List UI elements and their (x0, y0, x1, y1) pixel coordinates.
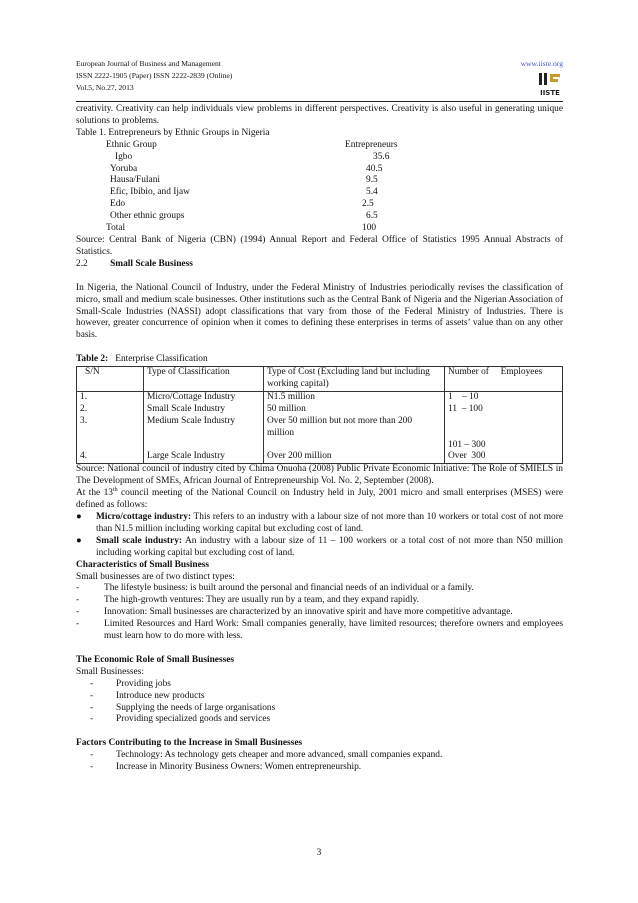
table2-type-cell (144, 391, 264, 463)
characteristics-heading: Characteristics of Small Business (76, 559, 210, 570)
factors-list (76, 750, 563, 774)
council-text-pre: At the 13 (76, 488, 113, 499)
economic-role-heading: The Economic Role of Small Businesses (76, 654, 235, 665)
table2-employees-cell (445, 391, 563, 463)
table2-employees: 11 – 100 (448, 403, 483, 414)
council-ordinal: th (112, 487, 118, 494)
table2-type: Large Scale Industry (147, 451, 225, 462)
table2-head-type: Type of Classification (144, 367, 264, 392)
list-item: - Providing specialized goods and services (90, 714, 271, 725)
list-item-text: Introduce new products (116, 690, 205, 701)
section-number: 2.2 (76, 258, 88, 269)
table1-row (76, 187, 406, 199)
table2-caption-label: Table 2: (76, 354, 109, 365)
table2-cost: Over 200 million (267, 451, 332, 462)
table1-row (76, 199, 406, 211)
table1-cell-group: Efic, Ibibio, and Ijaw (110, 187, 190, 198)
characteristics-intro: Small businesses are of two distinct types: (76, 571, 235, 582)
table2-employees: 1 – 10 (448, 391, 479, 402)
table2-body-row (77, 391, 563, 463)
table1-cell-value: 35.6 (373, 151, 390, 162)
list-item: - Providing jobs (90, 678, 171, 689)
journal-title: European Journal of Business and Management (76, 59, 221, 68)
table2-header-row (77, 367, 563, 392)
table1-caption: Table 1. Entrepreneurs by Ethnic Groups in Nigeria (76, 127, 270, 138)
list-item-text: Limited Resources and Hard Work: Small companies generally, have limited resources; therefore owners and employees must learn how to do more with less. (104, 619, 563, 642)
table1-row (76, 175, 406, 187)
list-item-text: Innovation: Small businesses are characterized by an innovative spirit and have more competitive advantage. (104, 607, 513, 618)
table1-source: Source: Central Bank of Nigeria (CBN) (1994) Annual Report and Federal Office of Statistics 1995 Annual Abstracts of Statistics. (76, 234, 563, 257)
table2-caption-text: Enterprise Classification (108, 354, 208, 365)
table2-cost-cell (264, 391, 445, 463)
list-item-text: Providing specialized goods and services (116, 714, 271, 725)
table2-sn: 3. (80, 415, 88, 426)
economic-role-intro: Small Businesses: (76, 666, 144, 677)
table2-head-cost: Type of Cost (Excluding land but including working capital) (264, 367, 445, 392)
list-item-text: Supplying the needs of large organisations (116, 702, 276, 713)
table1-cell-group: Yoruba (110, 163, 138, 174)
list-item: - Technology: As technology gets cheaper and more advanced, small companies expand. (90, 750, 443, 761)
factors-heading: Factors Contributing to the Increase in Small Businesses (76, 738, 303, 749)
table1-cell-value: 5.4 (366, 187, 378, 198)
table1-total-value: 100 (362, 223, 377, 234)
iiste-logo (536, 70, 564, 98)
table2-employees: Over 300 (448, 451, 486, 462)
list-item (76, 512, 563, 536)
table2-type: Medium Scale Industry (147, 415, 236, 426)
table2-sn: 2. (80, 403, 88, 414)
table1-header-row (76, 140, 406, 152)
list-item: - The lifestyle business: is built around the personal and financial needs of an individual or a family. (76, 583, 474, 594)
journal-issn: ISSN 2222-1905 (Paper) ISSN 2222-2839 (Online) (76, 71, 233, 80)
table2-cost: N1.5 million (267, 391, 315, 402)
definition-term: Small scale industry: (96, 535, 183, 546)
table1-total-row (76, 223, 406, 235)
table1-cell-value: 9.5 (366, 175, 378, 186)
list-item: - Limited Resources and Hard Work: Small companies generally, have limited resources; therefore owners and employees must learn how to do more with less. (76, 619, 563, 642)
list-item-text: The high-growth ventures: They are usually run by a team, and they expand rapidly. (104, 595, 420, 606)
table2-head-sn: S/N (77, 367, 144, 392)
definition-text: An industry with a labour size of 11 – 100 workers or a total cost of not more than N50 million including working capital but excluding cost of land. (96, 535, 563, 558)
characteristics-list (76, 583, 563, 643)
list-item (76, 536, 563, 560)
list-item-text: The lifestyle business: is built around the personal and financial needs of an individual or a family. (104, 583, 474, 594)
table1-cell-value: 2.5 (362, 199, 374, 210)
header-rule (76, 101, 563, 102)
table1-head-entrepreneurs: Entrepreneurs (345, 139, 398, 150)
table2-sn: 4. (80, 451, 88, 462)
list-item-text: Increase in Minority Business Owners: Women entrepreneurship. (116, 762, 362, 773)
table1-total-label: Total (106, 223, 126, 234)
logo-wordmark: IISTE (540, 89, 560, 97)
bullet-icon: ● (76, 511, 82, 522)
list-item-text: Technology: As technology gets cheaper and more advanced, small companies expand. (116, 750, 443, 761)
table1 (76, 140, 406, 235)
table2-sn-cell (77, 391, 144, 463)
economic-role-list (76, 679, 563, 727)
list-item-text: Providing jobs (116, 678, 171, 689)
council-text-post: council meeting of the National Council on Industry held in July, 2001 micro and small enterprises (MSES) were defined as follows: (76, 488, 563, 511)
definition-term: Micro/cottage industry: (96, 511, 192, 522)
table2-source: Source: National council of industry cited by Chima Onuoha (2008) Public Private Economic Initiative: The Role of SMIELS in The Development of SMEs, African Journal of Entrepreneurship Vol. No. 2, September (2008). (76, 464, 563, 487)
intro-paragraph: creativity. Creativity can help individuals view problems in different perspectives. Creativity is also useful in generating unique solutions to problems. (76, 104, 563, 126)
journal-url-link[interactable]: www.iiste.org (520, 59, 563, 68)
table1-cell-group: Hausa/Fulani (110, 175, 160, 186)
section-paragraph: In Nigeria, the National Council of Industry, under the Federal Ministry of Industries periodically revises the classification of micro, small and medium scale businesses. Other institutions such as the Central Bank of Nigeria and the Nigerian Association of Small-Scale Industries (NASSI) adopt classifications that vary from those of the Federal Ministry of Industries. There is however, greater concurrence of opinion when it comes to defining these enterprises in terms of assets’ value than on any other basis. (76, 282, 563, 341)
table2-type: Small Scale Industry (147, 403, 226, 414)
table1-row (76, 164, 406, 176)
table1-cell-value: 6.5 (366, 211, 378, 222)
table2-head-employees: Number of Employees (445, 367, 563, 392)
table1-cell-value: 40.5 (366, 163, 383, 174)
list-item: - Increase in Minority Business Owners: Women entrepreneurship. (90, 762, 362, 773)
section-heading (76, 259, 563, 271)
table1-cell-group: Edo (110, 199, 126, 210)
list-item: - Supplying the needs of large organisations (90, 702, 276, 713)
journal-header (76, 58, 563, 94)
table1-head-group: Ethnic Group (106, 139, 157, 150)
table1-row (76, 211, 406, 223)
table2-cost: 50 million (267, 403, 306, 414)
definition-text: This refers to an industry with a labour size of not more than 10 workers or total cost of not more than N1.5 million including working capital but excluding cost of land. (96, 511, 563, 534)
table1-cell-group: Igbo (115, 151, 133, 162)
list-item: - Innovation: Small businesses are characterized by an innovative spirit and have more competitive advantage. (76, 607, 513, 618)
page-number: 3 (316, 848, 322, 858)
table2 (76, 366, 563, 464)
table1-cell-group: Other ethnic groups (110, 211, 185, 222)
list-item: - The high-growth ventures: They are usually run by a team, and they expand rapidly. (76, 595, 420, 606)
table2-employees: 101 – 300 (448, 439, 486, 450)
table2-sn: 1. (80, 391, 88, 402)
journal-volume: Vol.5, No.27, 2013 (76, 83, 134, 92)
council-paragraph (76, 488, 563, 512)
bullet-icon: ● (76, 535, 82, 546)
page-body (76, 104, 563, 774)
table2-type: Micro/Cottage Industry (147, 391, 236, 402)
definition-list (76, 512, 563, 560)
table2-caption (76, 354, 563, 366)
section-title: Small Scale Business (110, 258, 193, 269)
list-item: - Introduce new products (90, 690, 205, 701)
table2-cost: Over 50 million but not more than 200 million (267, 415, 413, 438)
table1-row (76, 152, 406, 164)
